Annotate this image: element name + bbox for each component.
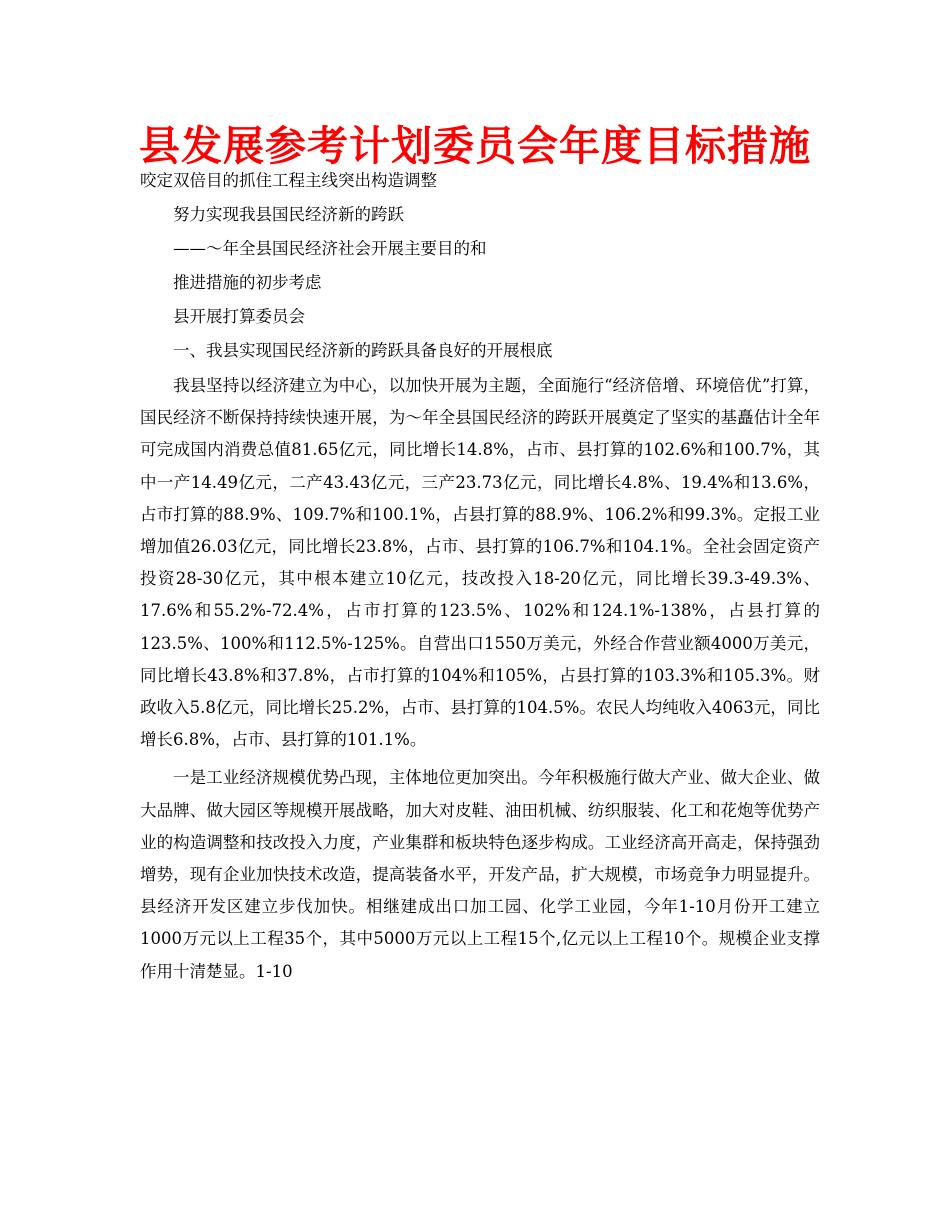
author-line: 县开展打算委员会 xyxy=(173,307,305,326)
subtitle-line: 咬定双倍目的抓住工程主线突出构造调整 xyxy=(140,171,437,190)
subtitle-line: ——～年全县国民经济社会开展主要目的和 xyxy=(173,239,487,258)
body-paragraph: 一是工业经济规模优势凸现，主体地位更加突出。今年积极施行做大产业、做大企业、做大品牌、做大园区等规模开展战略，加大对皮鞋、油田机械、纺织服装、化工和花炮等优势产业的构造调整和技改投入力度，产业集群和板块特色逐步构成。工业经济高开高走，保持强劲增势，现有企业加快技术改造，提高装备水平，开发产品，扩大规模，市场竞争力明显提升。县经济开发区建立步伐加快。相继建成出口加工园、化学工业园，今年1-10月份开工建立1000万元以上工程35个，其中5000万元以上工程15个,亿元以上工程10个。规模企业支撑作用十清楚显。1-10 xyxy=(140,768,820,981)
section-heading: 一、我县实现国民经济新的跨跃具备良好的开展根底 xyxy=(173,341,553,360)
document-title: 县发展参考计划委员会年度目标措施 xyxy=(139,122,811,170)
subtitle-line: 努力实现我县国民经济新的跨跃 xyxy=(173,205,404,224)
subtitle-line: 推进措施的初步考虑 xyxy=(173,273,322,292)
document-body xyxy=(140,166,820,988)
body-paragraph: 我县坚持以经济建立为中心，以加快开展为主题，全面施行“经济倍增、环境倍优”打算，国民经济不断保持持续快速开展，为～年全县国民经济的跨跃开展奠定了坚实的基矗估计全年可完成国内消费总值81.65亿元，同比增长14.8%，占市、县打算的102.6%和100.7%，其中一产14.49亿元，二产43.43亿元，三产23.73亿元，同比增长4.8%、19.4%和13.6%，占市打算的88.9%、109.7%和100.1%，占县打算的88.9%、106.2%和99.3%。定报工业增加值26.03亿元，同比增长23.8%，占市、县打算的106.7%和104.1%。全社会固定资产投资28-30亿元，其中根本建立10亿元，技改投入18-20亿元，同比增长39.3-49.3%、17.6%和55.2%-72.4%，占市打算的123.5%、102%和124.1%-138%，占县打算的123.5%、100%和112.5%-125%。自营出口1550万美元，外经合作营业额4000万美元，同比增长43.8%和37.8%，占市打算的104%和105%，占县打算的103.3%和105.3%。财政收入5.8亿元，同比增长25.2%，占市、县打算的104.5%。农民人均纯收入4063元，同比增长6.8%，占市、县打算的101.1%。 xyxy=(140,376,820,750)
